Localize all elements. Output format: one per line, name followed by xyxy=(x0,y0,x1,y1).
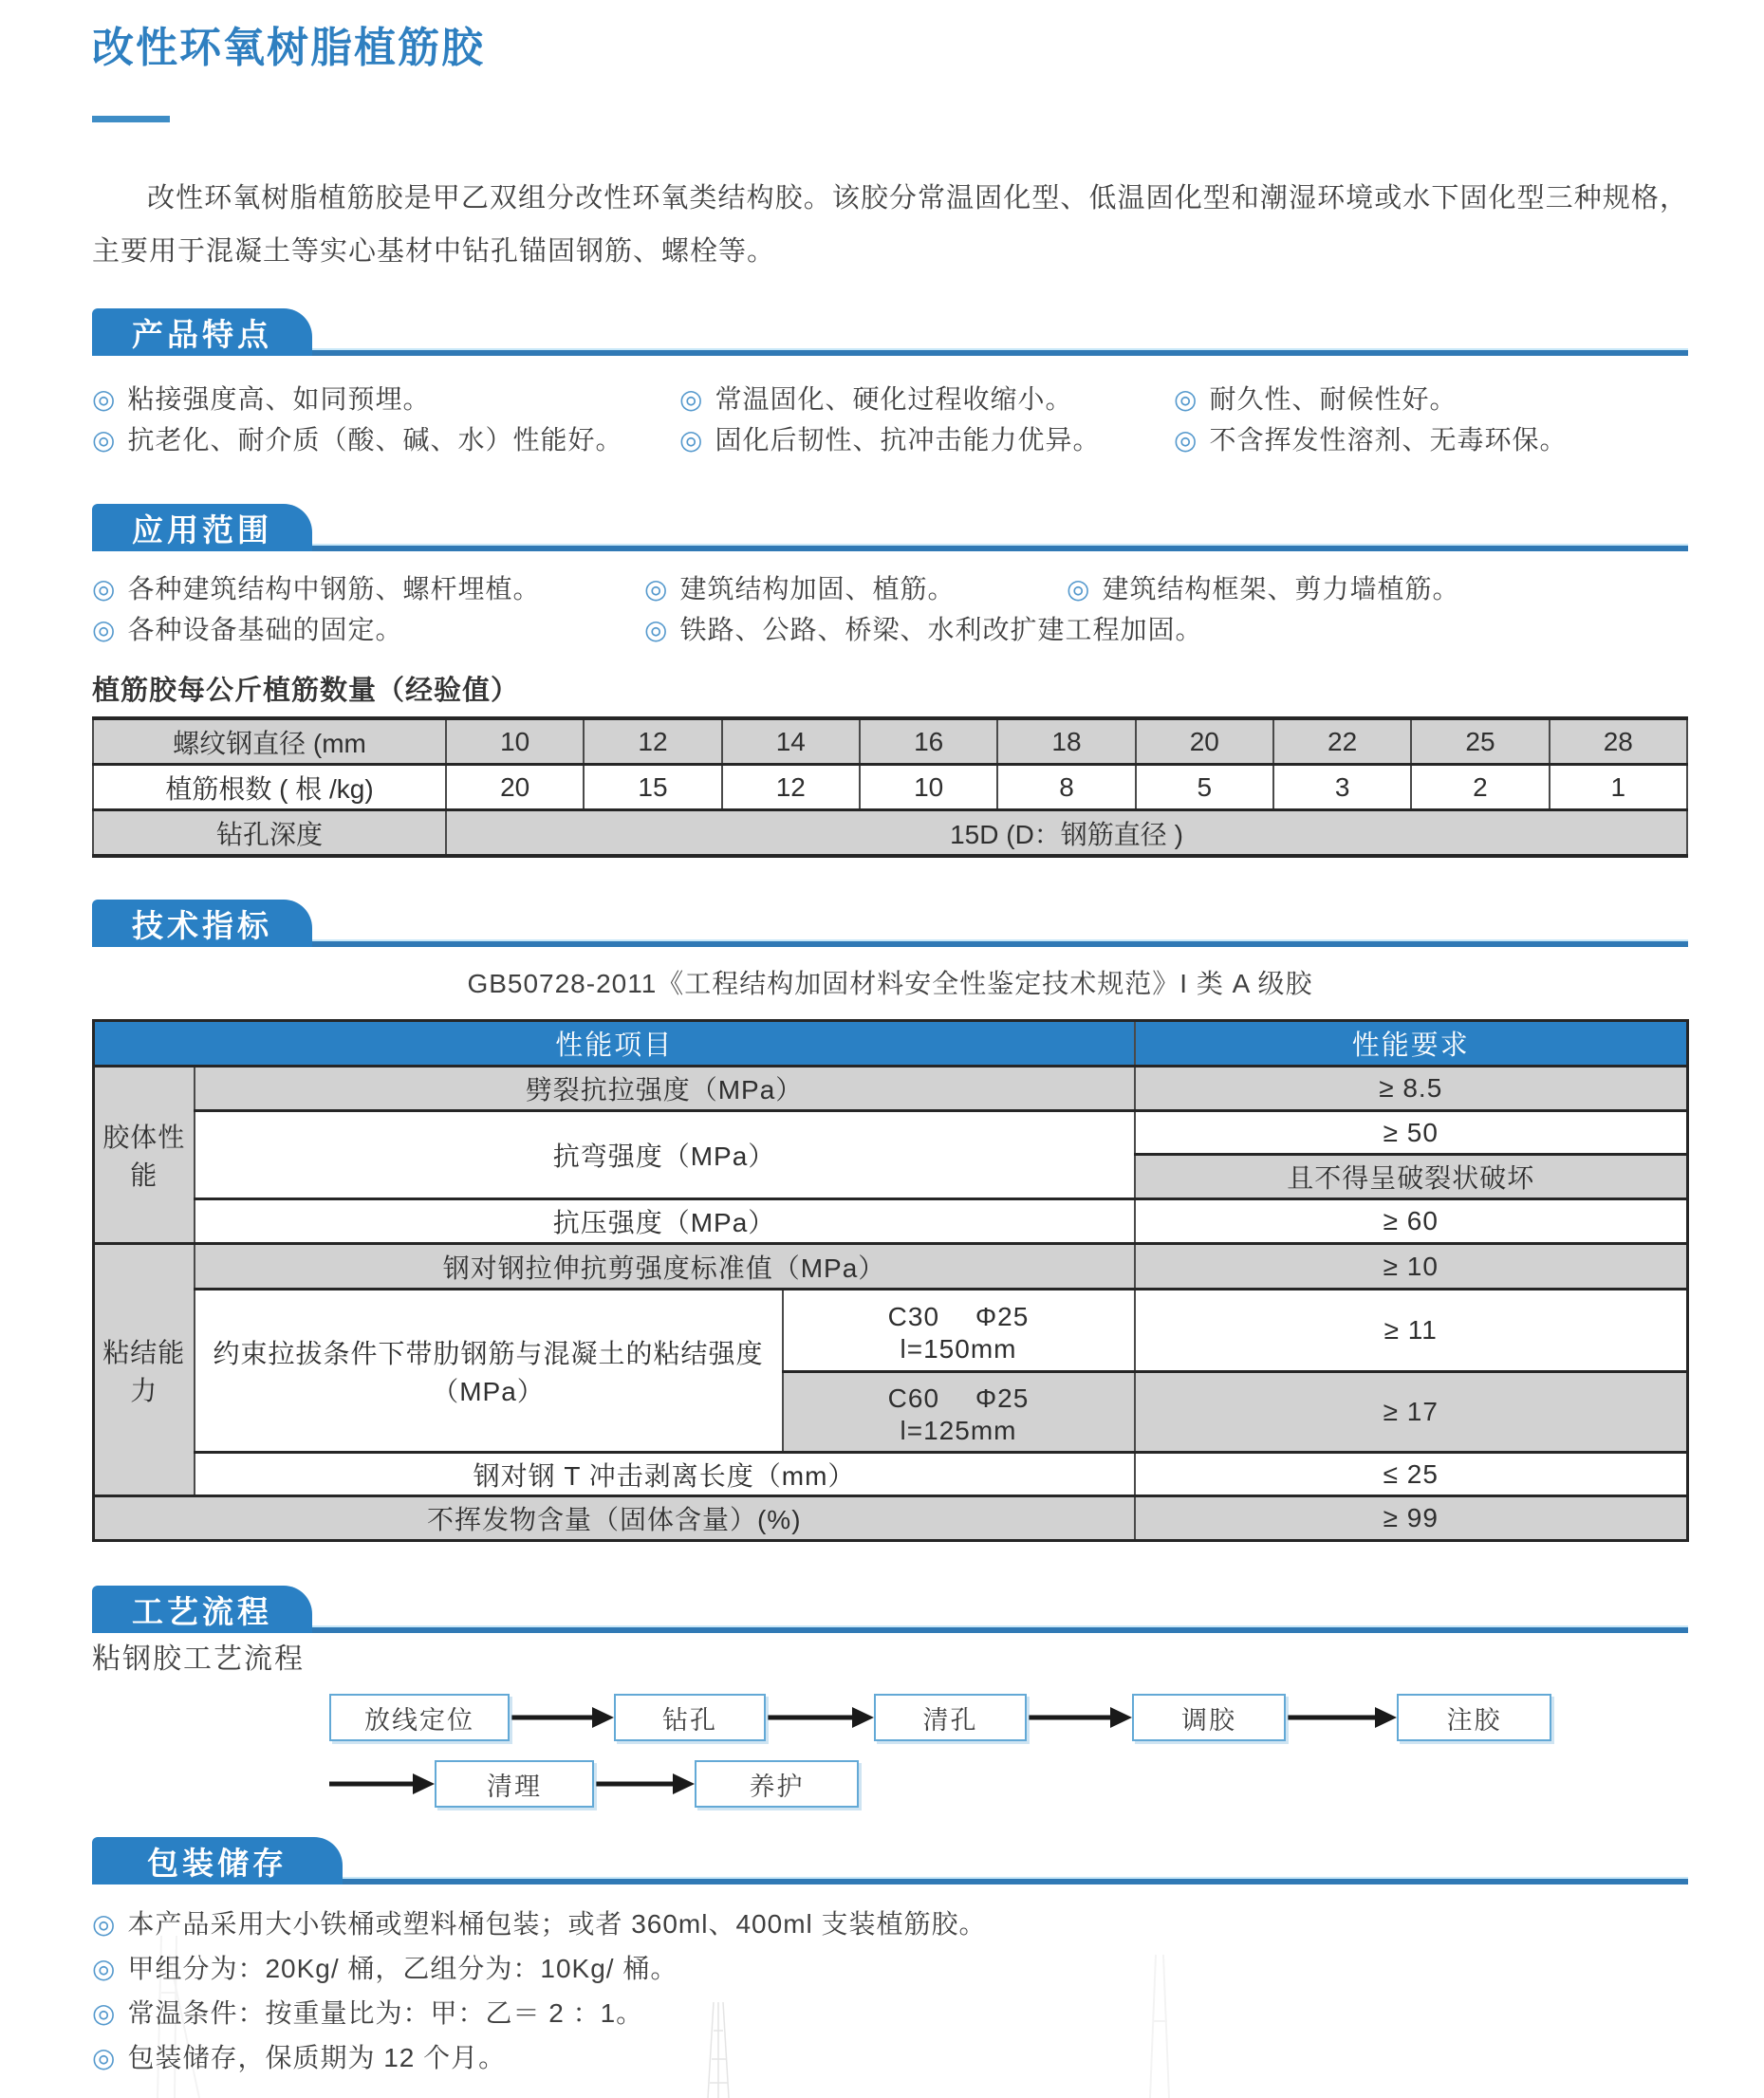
flow-step-label: 清孔 xyxy=(922,1705,978,1735)
flow-step-drill xyxy=(614,1694,766,1741)
bullet-icon: ◎ xyxy=(679,425,704,455)
tech-row xyxy=(94,1290,1688,1372)
packaging-banner xyxy=(92,1837,343,1884)
feature-item xyxy=(1174,379,1688,419)
flow-step-label: 注胶 xyxy=(1446,1705,1502,1735)
item-compressive: 抗压强度（MPa） xyxy=(195,1199,1135,1244)
packaging-text: 常温条件：按重量比为：甲：乙＝ 2 ：1。 xyxy=(127,1998,644,2028)
req-peel-length: ≤ 25 xyxy=(1135,1453,1688,1496)
row-label: 植筋根数 ( 根 /kg) xyxy=(93,765,446,810)
applications-list xyxy=(92,568,1688,650)
count-value: 10 xyxy=(860,765,997,810)
tech-row xyxy=(94,1111,1688,1155)
req-c30: ≥ 11 xyxy=(1135,1290,1688,1372)
item-shear-strength: 钢对钢拉伸抗剪强度标准值（MPa） xyxy=(195,1244,1135,1290)
application-item xyxy=(644,568,1067,609)
feature-text: 固化后韧性、抗冲击能力优异。 xyxy=(715,425,1101,455)
packaging-item xyxy=(92,1902,1688,1946)
tech-row xyxy=(94,1496,1688,1541)
req-split-tensile: ≥ 8.5 xyxy=(1135,1067,1688,1111)
bullet-icon: ◎ xyxy=(92,574,117,603)
depth-value: 15D (D：钢筋直径 ) xyxy=(446,810,1687,857)
features-banner xyxy=(92,308,312,356)
feature-text: 粘接强度高、如同预埋。 xyxy=(127,384,431,414)
packaging-item xyxy=(92,1946,1688,1991)
applications-rule xyxy=(92,544,1688,551)
item-split-tensile: 劈裂抗拉强度（MPa） xyxy=(195,1067,1135,1111)
diameter-value: 25 xyxy=(1411,718,1549,765)
flow-step-label: 钻孔 xyxy=(662,1705,717,1735)
pullout-line1: 约束拉拔条件下带肋钢筋与混凝土的粘结强度 xyxy=(213,1338,764,1368)
process-rule xyxy=(92,1625,1688,1633)
cond-c30-line2: l=150mm xyxy=(900,1334,1017,1364)
feature-item xyxy=(679,419,1174,460)
application-text: 铁路、公路、桥梁、水利改扩建工程加固。 xyxy=(679,615,1203,644)
bullet-icon: ◎ xyxy=(92,1954,117,1983)
application-text: 建筑结构加固、植筋。 xyxy=(679,574,956,603)
req-bending-strength: ≥ 50 xyxy=(1135,1111,1688,1155)
row-label: 螺纹钢直径 (mm xyxy=(93,718,446,765)
tech-row xyxy=(94,1199,1688,1244)
cond-c60-line1: C60 Φ25 xyxy=(887,1383,1030,1413)
flow-step-clean-hole xyxy=(874,1694,1027,1741)
diameter-value: 18 xyxy=(997,718,1135,765)
req-shear-strength: ≥ 10 xyxy=(1135,1244,1688,1290)
bullet-icon: ◎ xyxy=(92,384,117,414)
item-bending-strength: 抗弯强度（MPa） xyxy=(195,1111,1135,1199)
tech-standard-caption: GB50728-2011《工程结构加固材料安全性鉴定技术规范》I 类 A 级胶 xyxy=(467,969,1313,998)
count-value: 3 xyxy=(1273,765,1411,810)
packaging-text: 包装储存，保质期为 12 个月。 xyxy=(127,2043,507,2072)
tech-col-item: 性能项目 xyxy=(94,1021,1135,1067)
packaging-item xyxy=(92,1991,1688,2035)
req-c60: ≥ 17 xyxy=(1135,1372,1688,1453)
bullet-icon: ◎ xyxy=(1174,384,1198,414)
pullout-line2: （MPa） xyxy=(432,1376,545,1406)
diameter-value: 20 xyxy=(1136,718,1273,765)
count-value: 2 xyxy=(1411,765,1549,810)
cond-c30-line1: C30 Φ25 xyxy=(887,1302,1030,1331)
cond-c30 xyxy=(783,1290,1135,1372)
req-solid-content: ≥ 99 xyxy=(1135,1496,1688,1541)
diameter-value: 14 xyxy=(722,718,860,765)
item-pullout-bond xyxy=(195,1290,783,1453)
rebar-diameter-row xyxy=(93,718,1687,765)
cond-c60 xyxy=(783,1372,1135,1453)
tech-row xyxy=(94,1453,1688,1496)
flow-step-label: 放线定位 xyxy=(364,1705,474,1735)
bullet-icon: ◎ xyxy=(679,384,704,414)
features-list xyxy=(92,379,1688,460)
tech-row xyxy=(94,1067,1688,1111)
tech-banner xyxy=(92,900,312,947)
process-heading: 工艺流程 xyxy=(132,1593,272,1629)
application-text: 各种建筑结构中钢筋、螺杆埋植。 xyxy=(127,574,541,603)
diameter-value: 28 xyxy=(1550,718,1687,765)
feature-item xyxy=(1174,419,1688,460)
features-rule xyxy=(92,348,1688,356)
application-text: 建筑结构框架、剪力墙植筋。 xyxy=(1102,574,1460,603)
bullet-icon: ◎ xyxy=(1067,574,1091,603)
bullet-icon: ◎ xyxy=(92,1909,117,1939)
process-banner xyxy=(92,1586,312,1633)
count-value: 8 xyxy=(997,765,1135,810)
applications-heading: 应用范围 xyxy=(132,511,272,548)
title-underline xyxy=(92,116,170,122)
flow-step-layout xyxy=(329,1694,510,1741)
feature-item xyxy=(679,379,1174,419)
flow-step-cure xyxy=(695,1760,859,1808)
rebar-table xyxy=(92,716,1688,858)
flow-step-label: 清理 xyxy=(487,1772,542,1801)
packaging-list xyxy=(92,1902,1688,2080)
process-flowchart xyxy=(92,1684,1688,1812)
rebar-depth-row xyxy=(93,810,1687,857)
feature-text: 不含挥发性溶剂、无毒环保。 xyxy=(1209,425,1568,455)
application-item xyxy=(92,609,644,650)
tech-row xyxy=(94,1244,1688,1290)
flow-step-mix-glue xyxy=(1132,1694,1286,1741)
bullet-icon: ◎ xyxy=(92,1998,117,2028)
section-header-tech xyxy=(92,900,1688,947)
section-header-features xyxy=(92,308,1688,356)
count-value: 20 xyxy=(446,765,584,810)
bullet-icon: ◎ xyxy=(92,615,117,644)
diameter-value: 10 xyxy=(446,718,584,765)
bullet-icon: ◎ xyxy=(92,2043,117,2072)
count-value: 5 xyxy=(1136,765,1273,810)
tech-rule xyxy=(92,939,1688,947)
diameter-value: 12 xyxy=(584,718,721,765)
section-header-applications xyxy=(92,504,1688,551)
application-text: 各种设备基础的固定。 xyxy=(127,615,403,644)
diameter-value: 22 xyxy=(1273,718,1411,765)
item-solid-content: 不挥发物含量（固体含量）(%) xyxy=(94,1496,1135,1541)
tech-col-req: 性能要求 xyxy=(1135,1021,1688,1067)
bullet-icon: ◎ xyxy=(1174,425,1198,455)
bullet-icon: ◎ xyxy=(644,574,669,603)
feature-text: 抗老化、耐介质（酸、碱、水）性能好。 xyxy=(127,425,623,455)
packaging-text: 本产品采用大小铁桶或塑料桶包装；或者 360ml、400ml 支装植筋胶。 xyxy=(127,1909,987,1939)
feature-item xyxy=(92,379,679,419)
row-label: 钻孔深度 xyxy=(93,810,446,857)
feature-item xyxy=(92,419,679,460)
packaging-item xyxy=(92,2035,1688,2080)
process-subtitle: 粘钢胶工艺流程 xyxy=(92,1643,305,1675)
count-value: 12 xyxy=(722,765,860,810)
content-column xyxy=(92,0,1688,2080)
bullet-icon: ◎ xyxy=(92,425,117,455)
tech-table xyxy=(92,1019,1689,1542)
packaging-heading: 包装储存 xyxy=(147,1845,288,1881)
feature-text: 耐久性、耐候性好。 xyxy=(1209,384,1458,414)
item-peel-length: 钢对钢 T 冲击剥离长度（mm） xyxy=(195,1453,1135,1496)
rebar-count-row xyxy=(93,765,1687,810)
feature-text: 常温固化、硬化过程收缩小。 xyxy=(715,384,1073,414)
flow-step-label: 养护 xyxy=(749,1772,805,1801)
req-bending-note: 且不得呈破裂状破坏 xyxy=(1135,1155,1688,1199)
group-glue-performance: 胶体性能 xyxy=(94,1067,195,1244)
rebar-table-title: 植筋胶每公斤植筋数量（经验值） xyxy=(92,676,520,706)
count-value: 15 xyxy=(584,765,721,810)
flow-step-cleanup xyxy=(435,1760,594,1808)
features-heading: 产品特点 xyxy=(132,316,272,352)
flow-step-label: 调胶 xyxy=(1181,1705,1236,1735)
count-value: 1 xyxy=(1550,765,1687,810)
group-bond-capacity: 粘结能力 xyxy=(94,1244,195,1496)
applications-banner xyxy=(92,504,312,551)
flow-step-inject xyxy=(1397,1694,1551,1741)
application-item xyxy=(1067,568,1688,609)
empty-cell xyxy=(1067,609,1688,650)
application-item xyxy=(644,609,1203,650)
tech-heading: 技术指标 xyxy=(132,907,272,943)
section-header-packaging xyxy=(92,1837,1688,1884)
bullet-icon: ◎ xyxy=(644,615,669,644)
intro-paragraph: 改性环氧树脂植筋胶是甲乙双组分改性环氧类结构胶。该胶分常温固化型、低温固化型和潮湿环境或水下固化型三种规格，主要用于混凝土等实心基材中钻孔锚固钢筋、螺栓等。 xyxy=(92,183,1688,267)
tech-header-row xyxy=(94,1021,1688,1067)
cond-c60-line2: l=125mm xyxy=(900,1416,1017,1445)
application-item xyxy=(92,568,644,609)
packaging-text: 甲组分为：20Kg/ 桶，乙组分为：10Kg/ 桶。 xyxy=(127,1954,678,1983)
section-header-process xyxy=(92,1586,1688,1633)
page-title: 改性环氧树脂植筋胶 xyxy=(92,25,485,71)
diameter-value: 16 xyxy=(860,718,997,765)
req-compressive: ≥ 60 xyxy=(1135,1199,1688,1244)
